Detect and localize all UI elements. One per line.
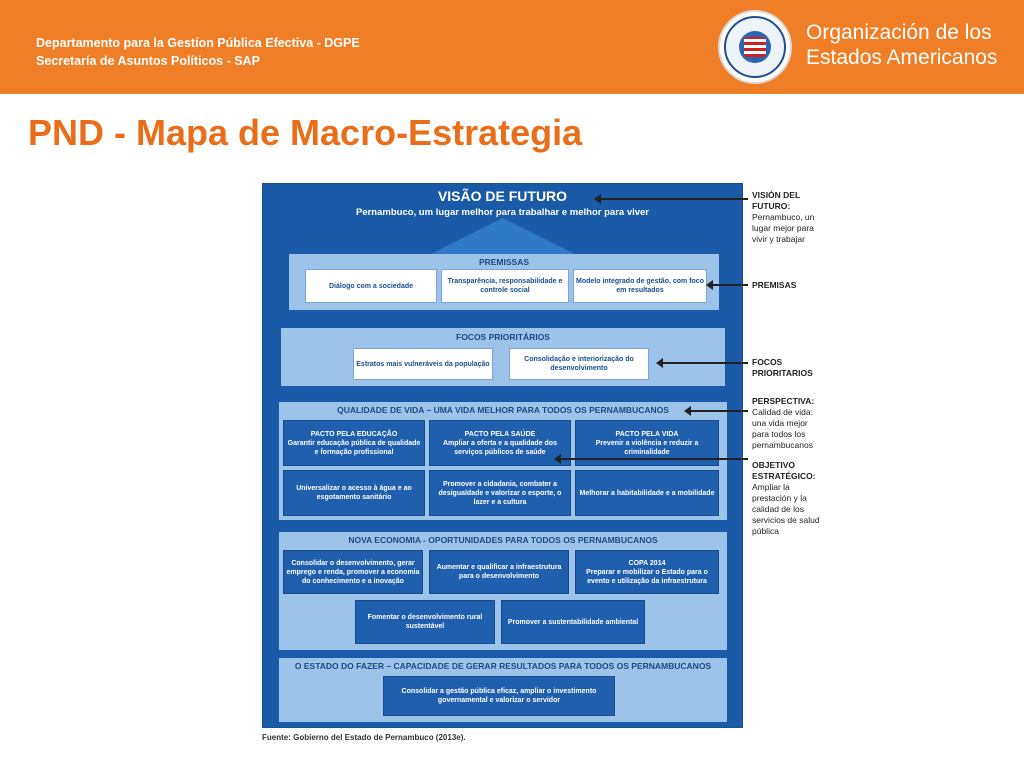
note-perspectiva — [752, 396, 822, 451]
ne-box-4: Fomentar o desenvolvimento rural sustentável — [355, 600, 495, 644]
note-focos-head: FOCOS PRIORITARIOS — [752, 357, 813, 378]
qv-box-4: Universalizar o acesso à água e ao esgotamento sanitário — [283, 470, 425, 516]
qv-box-6: Melhorar a habitabilidade e a mobilidade — [575, 470, 719, 516]
note-vision-text: Pernambuco, un lugar mejor para vivir y trabajar — [752, 212, 815, 244]
arrow-perspectiva — [690, 410, 748, 412]
qv-box-5: Promover a cidadania, combater a desigualdade e valorizar o esporte, o lazer e a cultura — [429, 470, 571, 516]
qualidade-head: QUALIDADE DE VIDA – UMA VIDA MELHOR PARA TODOS OS PERNAMBUCANOS — [337, 405, 669, 415]
header-band — [0, 0, 1024, 94]
pyramid-top — [431, 218, 575, 254]
macro-strategy-diagram — [262, 183, 743, 728]
qv-box-3-text: Prevenir a violência e reduzir a criminalidade — [595, 439, 699, 456]
vision-title: VISÃO DE FUTURO — [437, 188, 568, 204]
qv-box-2 — [429, 420, 571, 466]
qv-box-2-text: Ampliar a oferta e a qualidade dos serviços públicos de saúde — [443, 439, 557, 456]
qv-box-2-head: PACTO PELA SAÚDE — [464, 430, 536, 438]
qv-box-1-text: Garantir educação pública de qualidade e formação profissional — [287, 439, 421, 456]
note-perspectiva-head: PERSPECTIVA: — [752, 396, 815, 406]
ne-box-3 — [575, 550, 719, 594]
vision-subtitle: Pernambuco, um lugar melhor para trabalhar e melhor para viver — [355, 207, 649, 218]
ne-box-5: Promover a sustentabilidade ambiental — [501, 600, 645, 644]
estado-box: Consolidar a gestão pública eficaz, ampliar o investimento governamental e valorizar o servidor — [383, 676, 615, 716]
premissa-1: Diálogo com a sociedade — [305, 269, 437, 303]
department-text — [36, 34, 360, 70]
dept-line-2: Secretaría de Asuntos Políticos - SAP — [36, 54, 260, 68]
estado-head: O ESTADO DO FAZER – CAPACIDADE DE GERAR RESULTADOS PARA TODOS OS PERNAMBUCANOS — [294, 661, 712, 671]
org-line-1: Organización de los — [806, 21, 992, 44]
ne-box-3-head: COPA 2014 — [628, 559, 666, 567]
arrow-focos — [662, 362, 748, 364]
qualidade-band — [279, 402, 727, 520]
foco-1: Estratos mais vulneráveis da população — [353, 348, 493, 380]
qv-box-1-head: PACTO PELA EDUCAÇÃO — [310, 430, 398, 438]
slide-title: PND - Mapa de Macro-Estrategia — [28, 112, 583, 153]
note-focos — [752, 357, 822, 379]
economia-head: NOVA ECONOMIA - OPORTUNIDADES PARA TODOS OS PERNAMBUCANOS — [348, 535, 658, 545]
ne-box-2: Aumentar e qualificar a infraestrutura para o desenvolvimento — [429, 550, 569, 594]
note-objetivo-head: OBJETIVO ESTRATÉGICO: — [752, 460, 816, 481]
note-vision — [752, 190, 820, 245]
note-premisas — [752, 280, 796, 291]
org-line-2: Estados Americanos — [806, 46, 998, 69]
dept-line-1: Departamento para la Gestíon Pública Efectiva - DGPE — [36, 36, 360, 50]
focos-head: FOCOS PRIORITÁRIOS — [456, 332, 550, 342]
estado-band — [279, 658, 727, 722]
premissa-3: Modelo integrado de gestão, com foco em resultados — [573, 269, 707, 303]
economia-band — [279, 532, 727, 650]
focos-band — [281, 328, 725, 386]
foco-2: Consolidação e interiorização do desenvolvimento — [509, 348, 649, 380]
qv-box-1 — [283, 420, 425, 466]
arrow-premisas — [712, 284, 748, 286]
oas-seal-icon — [718, 10, 792, 84]
arrow-vision — [600, 198, 748, 200]
qv-box-3-head: PACTO PELA VIDA — [615, 430, 679, 438]
ne-box-1: Consolidar o desenvolvimento, gerar emprego e renda, promover a economia do conhecimento e a inovação — [283, 550, 423, 594]
note-premisas-head: PREMISAS — [752, 280, 797, 290]
premissas-band — [289, 254, 719, 310]
org-name — [806, 20, 997, 70]
note-vision-head: VISIÓN DEL FUTURO: — [752, 190, 801, 211]
premissa-2: Transparência, responsabilidade e controle social — [441, 269, 569, 303]
arrow-objetivo — [560, 458, 748, 460]
note-objetivo — [752, 460, 824, 537]
ne-box-3-text: Preparar e mobilizar o Estado para o evento e utilização da infraestrutura — [586, 568, 708, 585]
premissas-head: PREMISSAS — [478, 257, 530, 267]
source-caption: Fuente: Gobierno del Estado de Pernambuco (2013e). — [262, 733, 466, 742]
note-objetivo-text: Ampliar la prestación y la calidad de los servicios de salud pública — [752, 482, 820, 536]
note-perspectiva-text: Calidad de vida: una vida mejor para todos los pernambucanos — [752, 407, 813, 450]
